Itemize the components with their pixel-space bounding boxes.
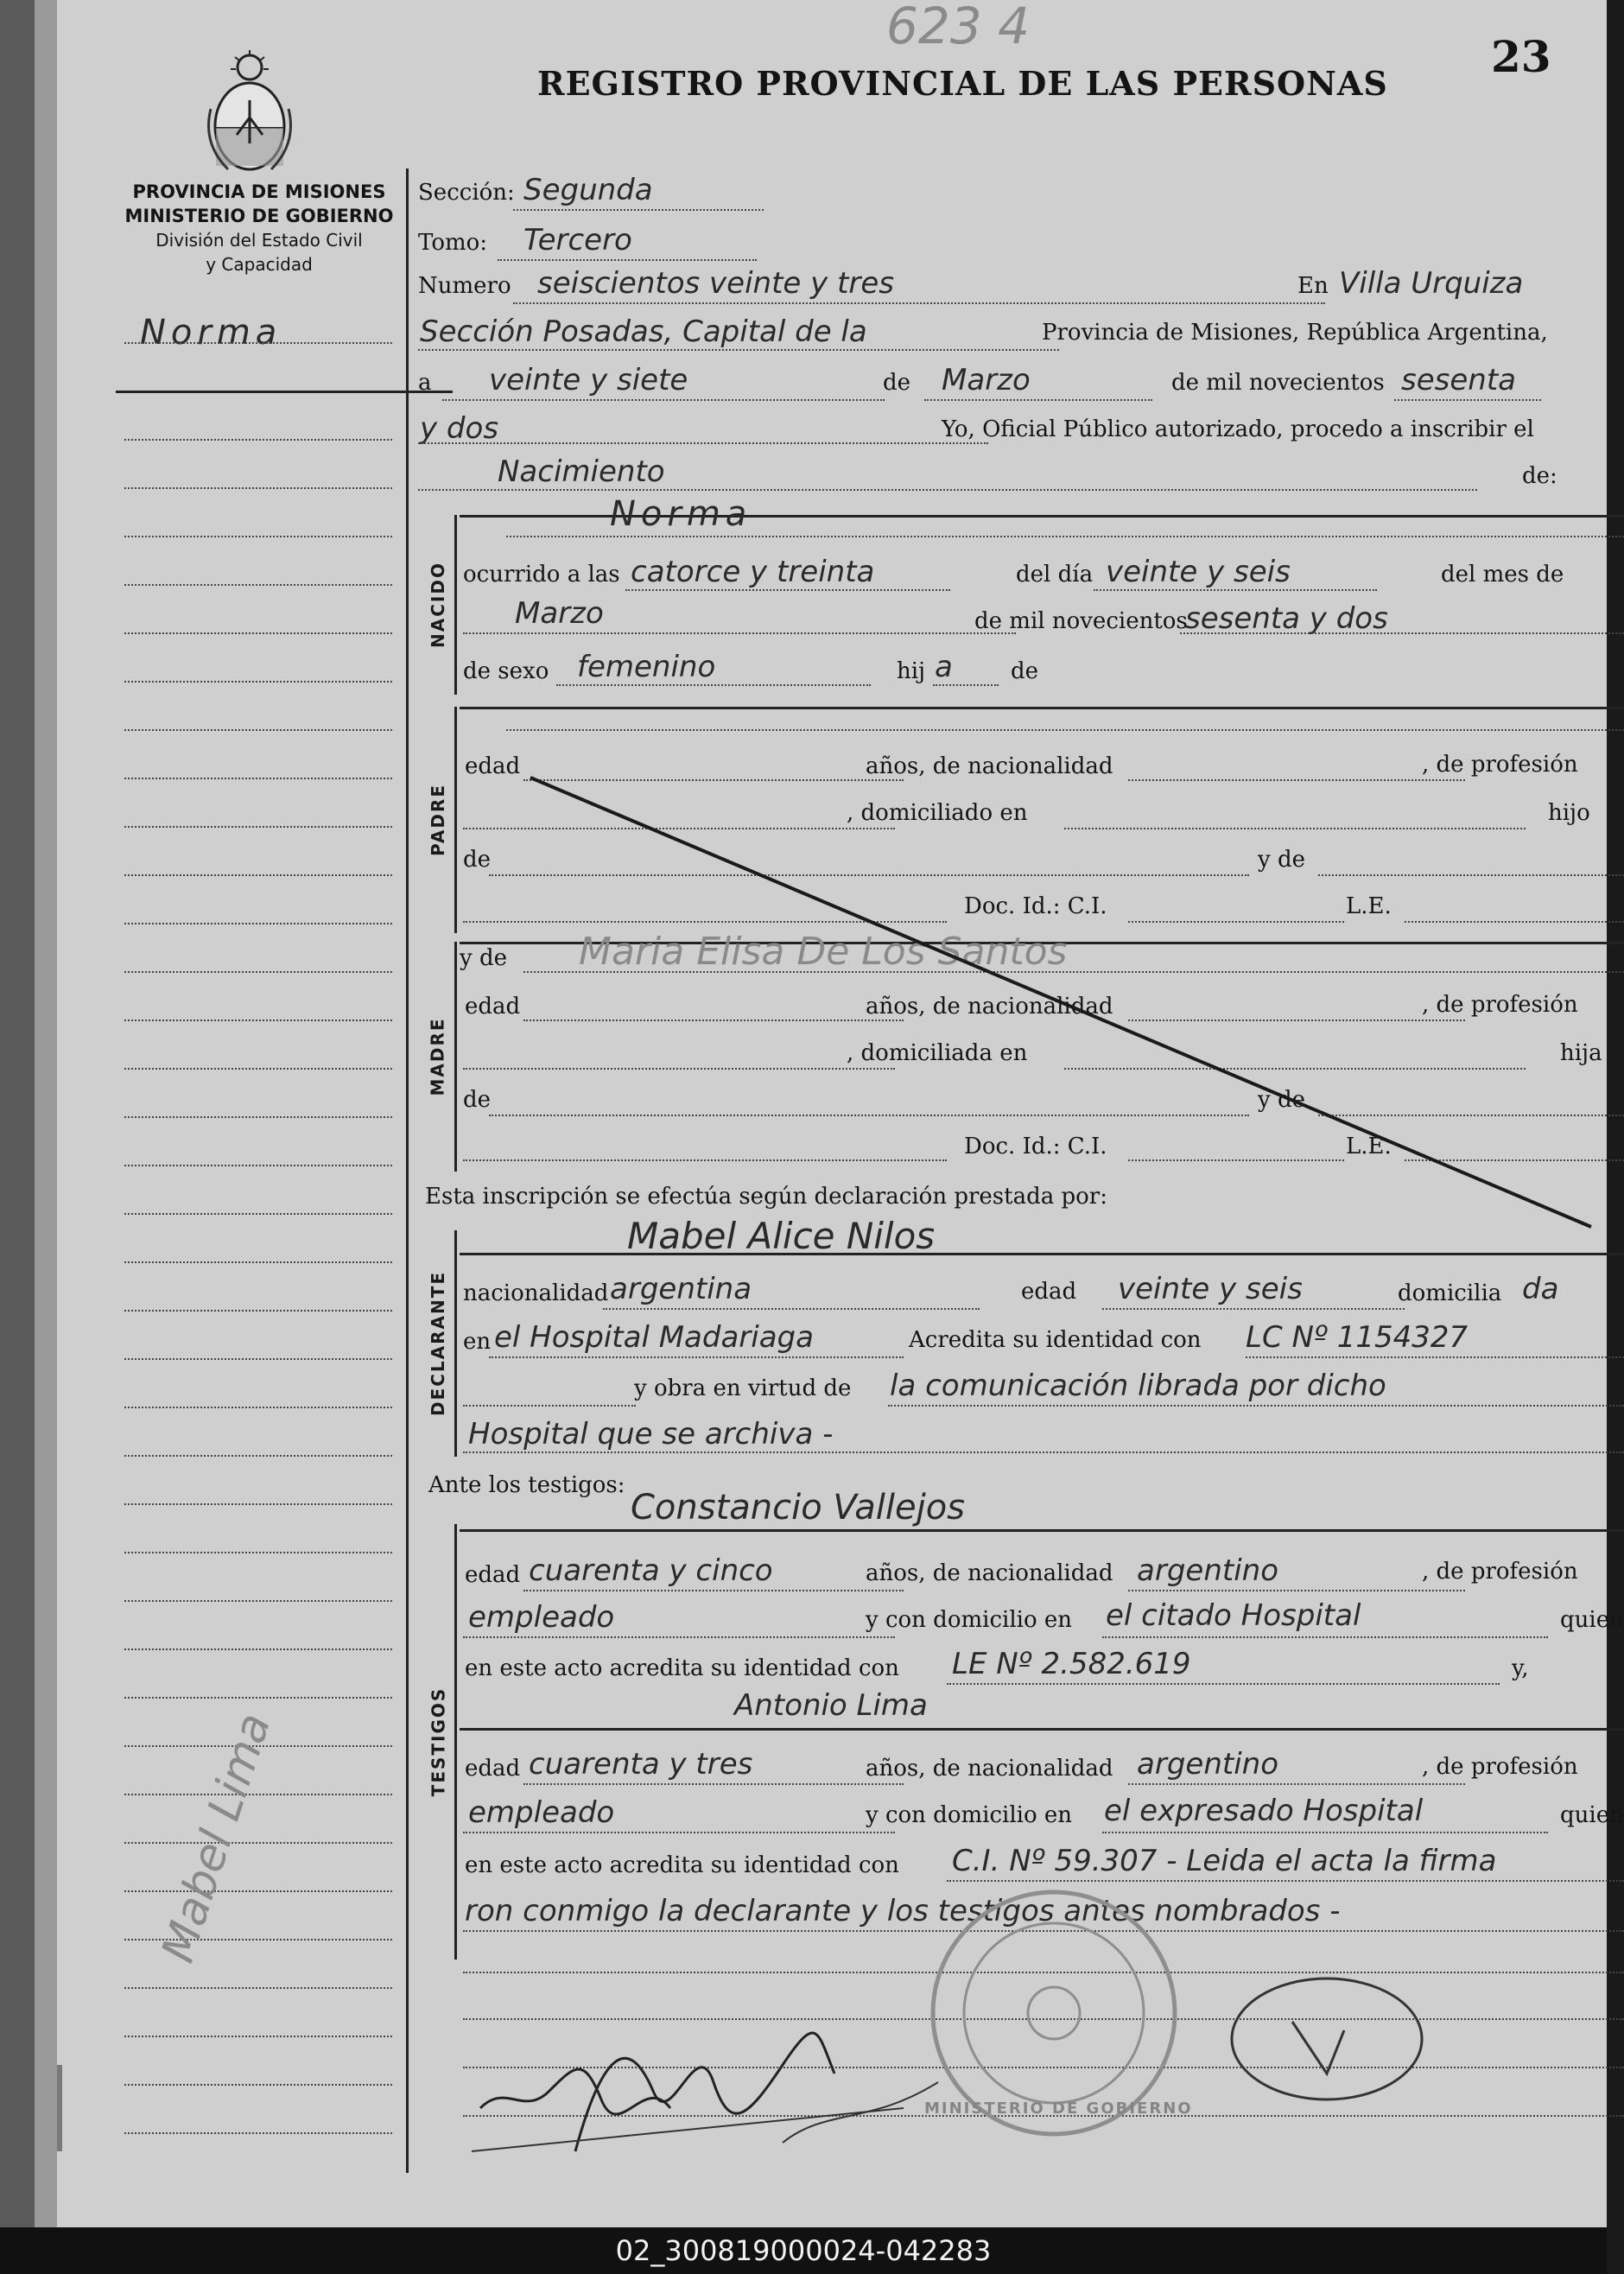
- padre-domiciliado-label: , domiciliado en: [847, 800, 1028, 826]
- padre-doc-label: Doc. Id.: C.I.: [964, 893, 1107, 919]
- testigo-1-dom-value: el citado Hospital: [1106, 1598, 1361, 1633]
- declarante-obra-label: y obra en virtud de: [634, 1375, 852, 1401]
- testigo-1-edad-label: edad: [465, 1562, 521, 1588]
- en-value: Villa Urquiza: [1339, 266, 1524, 301]
- anio-value: sesenta y dos: [1185, 601, 1388, 636]
- declarante-edad-label: edad: [1021, 1279, 1077, 1305]
- testigo-2-acredita-label: en este acto acredita su identidad con: [465, 1852, 899, 1878]
- madre-profesion-label: , de profesión: [1422, 992, 1578, 1018]
- en-label: En: [1297, 273, 1329, 299]
- declarante-edad-value: veinte y seis: [1118, 1272, 1303, 1306]
- file-id-caption: 02_300819000024-042283: [0, 2227, 1607, 2274]
- madre-domiciliada-label: , domiciliada en: [847, 1040, 1028, 1066]
- hij-value: a: [935, 650, 953, 684]
- del-dia-label: del día: [1016, 562, 1094, 588]
- page-number: 23: [1491, 31, 1551, 82]
- seccion-value: Segunda: [523, 173, 653, 207]
- year-value-b: y dos: [420, 411, 499, 446]
- madre-y-de2-label: y de: [1258, 1087, 1305, 1113]
- hora-value: catorce y treinta: [631, 555, 875, 589]
- testigo-2-nac-label: años, de nacionalidad: [866, 1756, 1113, 1782]
- padre-y-de-label: y de: [1258, 847, 1305, 873]
- closing-value: ron conmigo la declarante y los testigos antes nombrados -: [465, 1894, 1341, 1928]
- madre-le-label: L.E.: [1346, 1134, 1392, 1159]
- section-padre: PADRE: [428, 784, 448, 856]
- madre-edad-label: edad: [465, 994, 521, 1019]
- authority-ministry: MINISTERIO DE GOBIERNO: [124, 206, 394, 226]
- authority-province: PROVINCIA DE MISIONES: [132, 181, 386, 202]
- madre-hija-label: hija: [1560, 1040, 1602, 1066]
- date-day-value: veinte y siete: [489, 363, 688, 397]
- year-value-a: sesenta: [1401, 363, 1516, 397]
- testigo-1-prof-value: empleado: [468, 1600, 615, 1635]
- padre-hijo-label: hijo: [1548, 800, 1590, 826]
- authority-division: División del Estado Civil: [155, 230, 363, 251]
- declarante-domicilia-label: domicilia: [1398, 1280, 1502, 1306]
- declarante-name-value: Mabel Alice Nilos: [627, 1215, 936, 1257]
- declarante-en-label: en: [463, 1329, 492, 1355]
- testigo-2-edad-value: cuarenta y tres: [529, 1747, 753, 1782]
- section-testigos: TESTIGOS: [428, 1686, 448, 1797]
- official-signature: [1197, 1970, 1482, 2143]
- del-mes-label: del mes de: [1441, 562, 1564, 588]
- declaracion-text: Esta inscripción se efectúa según declaración prestada por:: [425, 1184, 1107, 1210]
- madre-name-value: Maria Elisa De Los Santos: [579, 930, 1068, 974]
- date-month-value: Marzo: [942, 363, 1031, 397]
- sexo-label: de sexo: [463, 658, 549, 684]
- padre-le-label: L.E.: [1346, 893, 1392, 919]
- provincia-text: Provincia de Misiones, República Argentina,: [1042, 320, 1548, 346]
- section-nacido: NACIDO: [428, 562, 449, 648]
- testigo-1-acredita-value: LE Nº 2.582.619: [952, 1647, 1191, 1681]
- declarante-en-value: el Hospital Madariaga: [494, 1320, 814, 1355]
- declarante-obra-value: la comunicación librada por dicho: [890, 1369, 1386, 1403]
- padre-profesion-label: , de profesión: [1422, 752, 1578, 778]
- page-title: REGISTRO PROVINCIAL DE LAS PERSONAS: [537, 64, 1388, 103]
- madre-y-de-label: y de: [460, 945, 507, 971]
- numero-label: Numero: [418, 273, 511, 299]
- place-value: Sección Posadas, Capital de la: [420, 314, 867, 349]
- hij-label: hij: [897, 658, 926, 684]
- testigo-2-edad-label: edad: [465, 1756, 521, 1782]
- madre-nacionalidad-label: años, de nacionalidad: [866, 994, 1113, 1019]
- section-declarante: DECLARANTE: [428, 1270, 448, 1417]
- stamp-text: MINISTERIO DE GOBIERNO: [924, 2099, 1193, 2118]
- testigo-2-quien: quien: [1560, 1802, 1624, 1828]
- nacido-de-label: de: [1011, 658, 1039, 684]
- dia-value: veinte y seis: [1106, 555, 1291, 589]
- seccion-label: Sección:: [418, 180, 515, 206]
- numero-value: seiscientos veinte y tres: [537, 266, 895, 301]
- tomo-label: Tomo:: [418, 230, 488, 256]
- madre-de-label: de: [463, 1087, 492, 1113]
- tomo-value: Tercero: [523, 223, 632, 257]
- authority-division-2: y Capacidad: [206, 254, 313, 275]
- declarante-nacionalidad-value: argentina: [610, 1272, 752, 1306]
- testigo-1-dom-label: y con domicilio en: [866, 1607, 1073, 1633]
- sexo-value: femenino: [577, 650, 716, 684]
- testigo-2-prof-value: empleado: [468, 1795, 615, 1830]
- declarante-domicilia-value: da: [1522, 1272, 1559, 1306]
- testigo-1-name: Constancio Vallejos: [631, 1488, 966, 1528]
- testigo-1-edad-value: cuarenta y cinco: [529, 1553, 773, 1588]
- testigo-1-nac-value: argentino: [1137, 1553, 1278, 1588]
- padre-de-label: de: [463, 847, 492, 873]
- testigo-2-acredita-value: C.I. Nº 59.307 - Leida el acta la firma: [952, 1844, 1497, 1878]
- testigo-2-dom-value: el expresado Hospital: [1104, 1794, 1424, 1828]
- testigo-2-prof-label: , de profesión: [1422, 1754, 1578, 1780]
- testigo-1-prof-label: , de profesión: [1422, 1559, 1578, 1585]
- mil-label: de mil novecientos: [974, 608, 1188, 634]
- testigo-2-name: Antonio Lima: [734, 1688, 928, 1723]
- acto-de-colon: de:: [1522, 463, 1557, 489]
- margin-signature: Mabel Lima: [152, 1706, 282, 1969]
- testigo-1-acredita-label: en este acto acredita su identidad con: [465, 1655, 899, 1681]
- section-madre: MADRE: [428, 1017, 449, 1096]
- margin-name: Norma: [140, 313, 282, 353]
- a-label: a: [418, 370, 432, 396]
- declarante-nacionalidad-label: nacionalidad: [463, 1280, 609, 1306]
- padre-edad-label: edad: [465, 753, 521, 779]
- declarante-acredita-value: LC Nº 1154327: [1246, 1320, 1469, 1355]
- nacido-name-value: Norma: [610, 494, 752, 534]
- testigos-intro: Ante los testigos:: [428, 1472, 625, 1498]
- testigo-1-quien: quien: [1560, 1607, 1624, 1633]
- ocurrido-label: ocurrido a las: [463, 562, 620, 588]
- official-stamp: [924, 1883, 1193, 2143]
- madre-doc-label: Doc. Id.: C.I.: [964, 1134, 1107, 1159]
- testigo-1-nac-label: años, de nacionalidad: [866, 1560, 1113, 1586]
- acto-value: Nacimiento: [498, 454, 665, 489]
- declarante-obra-value-2: Hospital que se archiva -: [468, 1417, 834, 1451]
- testigo-2-dom-label: y con domicilio en: [866, 1802, 1073, 1828]
- book-binding: [0, 0, 57, 2227]
- padre-nacionalidad-label: años, de nacionalidad: [866, 753, 1113, 779]
- testigo-1-y: y,: [1512, 1655, 1529, 1681]
- oficial-text: Yo, Oficial Público autorizado, procedo a inscribir el: [942, 416, 1534, 442]
- testigo-2-nac-value: argentino: [1137, 1747, 1278, 1782]
- registry-page: [57, 0, 1624, 2227]
- mil-text: de mil novecientos: [1171, 370, 1385, 396]
- corner-number: 623 4: [886, 0, 1031, 55]
- declarante-acredita-label: Acredita su identidad con: [909, 1327, 1202, 1353]
- mes-value: Marzo: [515, 596, 604, 631]
- date-de-label: de: [883, 370, 911, 396]
